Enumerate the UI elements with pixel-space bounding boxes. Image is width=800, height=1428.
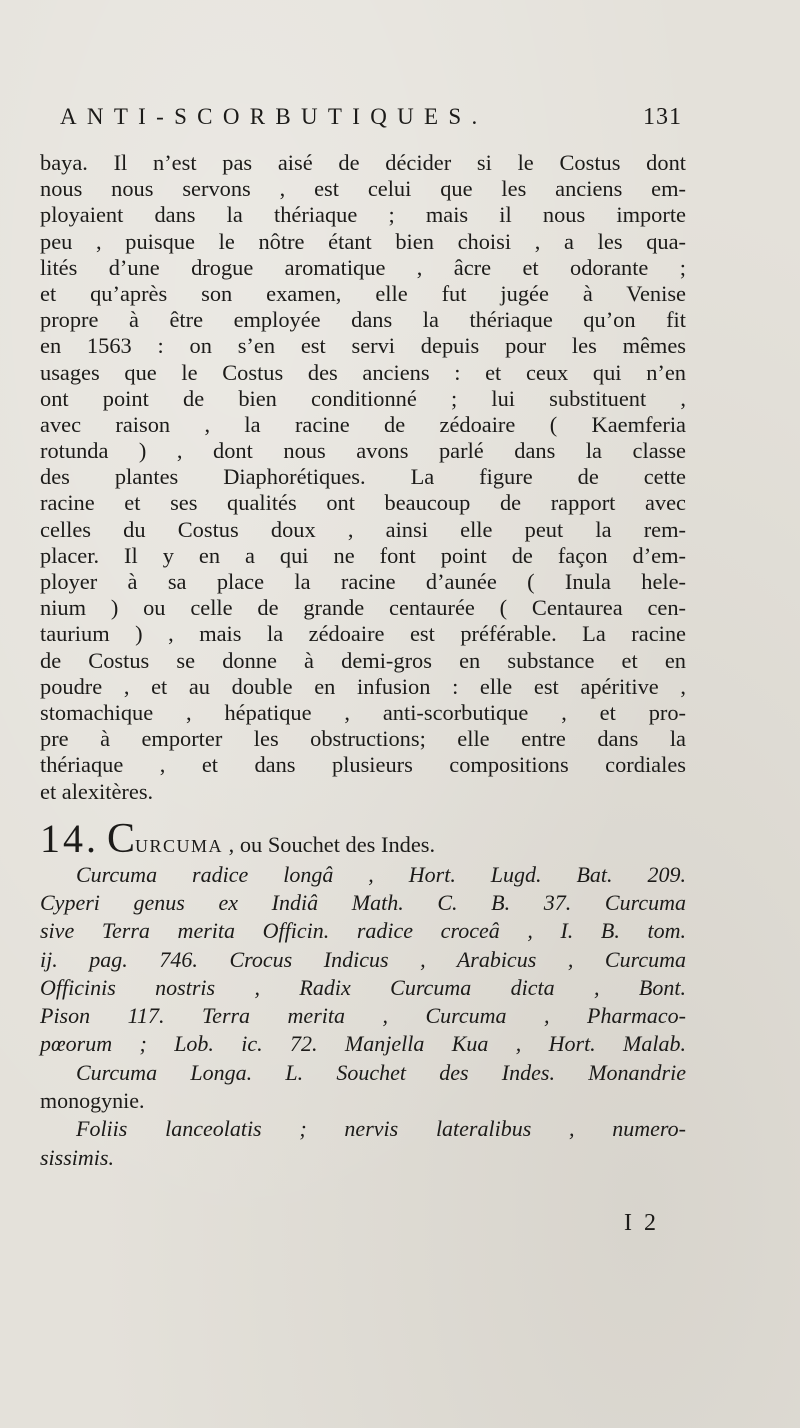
- synonymy-line: [40, 889, 686, 917]
- section-title-caps: URCUMA: [135, 835, 224, 856]
- synonymy: [40, 861, 686, 1172]
- synonymy-line: [40, 946, 686, 974]
- section-number: 14.: [40, 815, 99, 861]
- text-line: avec raison , la racine de zédoaire ( Kaemferia: [40, 411, 686, 437]
- text-line: racine et ses qualités ont beaucoup de rapport avec: [40, 490, 686, 516]
- text-line: propre à être employée dans la thériaque qu’on fit: [40, 307, 686, 333]
- text-line: thériaque , et dans plusieurs compositions cordiales: [40, 752, 686, 778]
- synonymy-line: [40, 861, 686, 889]
- page-header: [60, 104, 682, 140]
- signature-mark: I 2: [624, 1210, 659, 1236]
- synonymy-text: Curcuma Longa. L. Souchet des Indes. Monandrie: [76, 1059, 686, 1085]
- text-line: de Costus se donne à demi-gros en substance et en: [40, 647, 686, 673]
- text-line: ployaient dans la thériaque ; mais il nous importe: [40, 202, 686, 228]
- synonymy-text: Curcuma radice longâ , Hort. Lugd. Bat. 209.: [76, 861, 686, 887]
- synonymy-text: Officinis nostris , Radix Curcuma dicta , Bont.: [40, 974, 686, 1000]
- synonymy-line: [40, 917, 686, 945]
- section-initial: C: [107, 815, 136, 862]
- text-line: et qu’après son examen, elle fut jugée à Venise: [40, 280, 686, 306]
- running-title: ANTI-SCORBUTIQUES.: [60, 104, 488, 129]
- text-line: usages que le Costus des anciens : et ceux qui n’en: [40, 359, 686, 385]
- synonymy-text: pœorum ; Lob. ic. 72. Manjella Kua , Hort. Malab.: [40, 1031, 686, 1057]
- synonymy-text: sissimis.: [40, 1144, 114, 1170]
- synonymy-line: [40, 1115, 686, 1143]
- text-line: rotunda ) , dont nous avons parlé dans la classe: [40, 438, 686, 464]
- text-line: pre à emporter les obstructions; elle entre dans la: [40, 726, 686, 752]
- section-heading: [40, 817, 686, 861]
- synonymy-line: [40, 1144, 686, 1172]
- synonymy-text: Foliis lanceolatis ; nervis lateralibus , numero-: [76, 1116, 686, 1142]
- main-text: [40, 150, 686, 1172]
- body-paragraph: [40, 150, 686, 805]
- text-line: ployer à sa place la racine d’aunée ( Inula hele-: [40, 569, 686, 594]
- text-line: stomachique , hépatique , anti-scorbutique , et pro-: [40, 699, 686, 725]
- text-line: peu , puisque le nôtre étant bien choisi , a les qua-: [40, 228, 686, 254]
- synonymy-text: Pison 117. Terra merita , Curcuma , Pharmaco-: [40, 1003, 686, 1029]
- synonymy-text: Cyperi genus ex Indiâ Math. C. B. 37. Curcuma: [40, 889, 686, 915]
- text-line: nous nous servons , est celui que les anciens em-: [40, 176, 686, 202]
- text-line: placer. Il y en a qui ne font point de façon d’em-: [40, 542, 686, 568]
- text-line: taurium ) , mais la zédoaire est préférable. La racine: [40, 621, 686, 647]
- synonymy-line: monogynie.: [40, 1088, 145, 1114]
- synonymy-line: [40, 1030, 686, 1058]
- text-line: lités d’une drogue aromatique , âcre et odorante ;: [40, 254, 686, 280]
- text-line: baya. Il n’est pas aisé de décider si le Costus dont: [40, 150, 686, 175]
- text-line: ont point de bien conditionné ; lui substituent ,: [40, 385, 686, 411]
- text-line: nium ) ou celle de grande centaurée ( Centaurea cen-: [40, 595, 686, 621]
- text-line: poudre , et au double en infusion : elle est apéritive ,: [40, 673, 686, 699]
- text-line: des plantes Diaphorétiques. La figure de cette: [40, 464, 686, 490]
- section-title-tail: , ou Souchet des Indes.: [223, 831, 436, 857]
- text-line: et alexitères.: [40, 778, 154, 804]
- synonymy-line: [40, 1059, 686, 1087]
- text-line: celles du Costus doux , ainsi elle peut la rem-: [40, 516, 686, 542]
- page-number: 131: [643, 104, 682, 130]
- synonymy-text: ij. pag. 746. Crocus Indicus , Arabicus , Curcuma: [40, 946, 686, 972]
- synonymy-text: sive Terra merita Officin. radice croceâ , I. B. tom.: [40, 918, 686, 944]
- text-line: en 1563 : on s’en est servi depuis pour les mêmes: [40, 333, 686, 359]
- synonymy-line: [40, 974, 686, 1002]
- synonymy-line: [40, 1002, 686, 1030]
